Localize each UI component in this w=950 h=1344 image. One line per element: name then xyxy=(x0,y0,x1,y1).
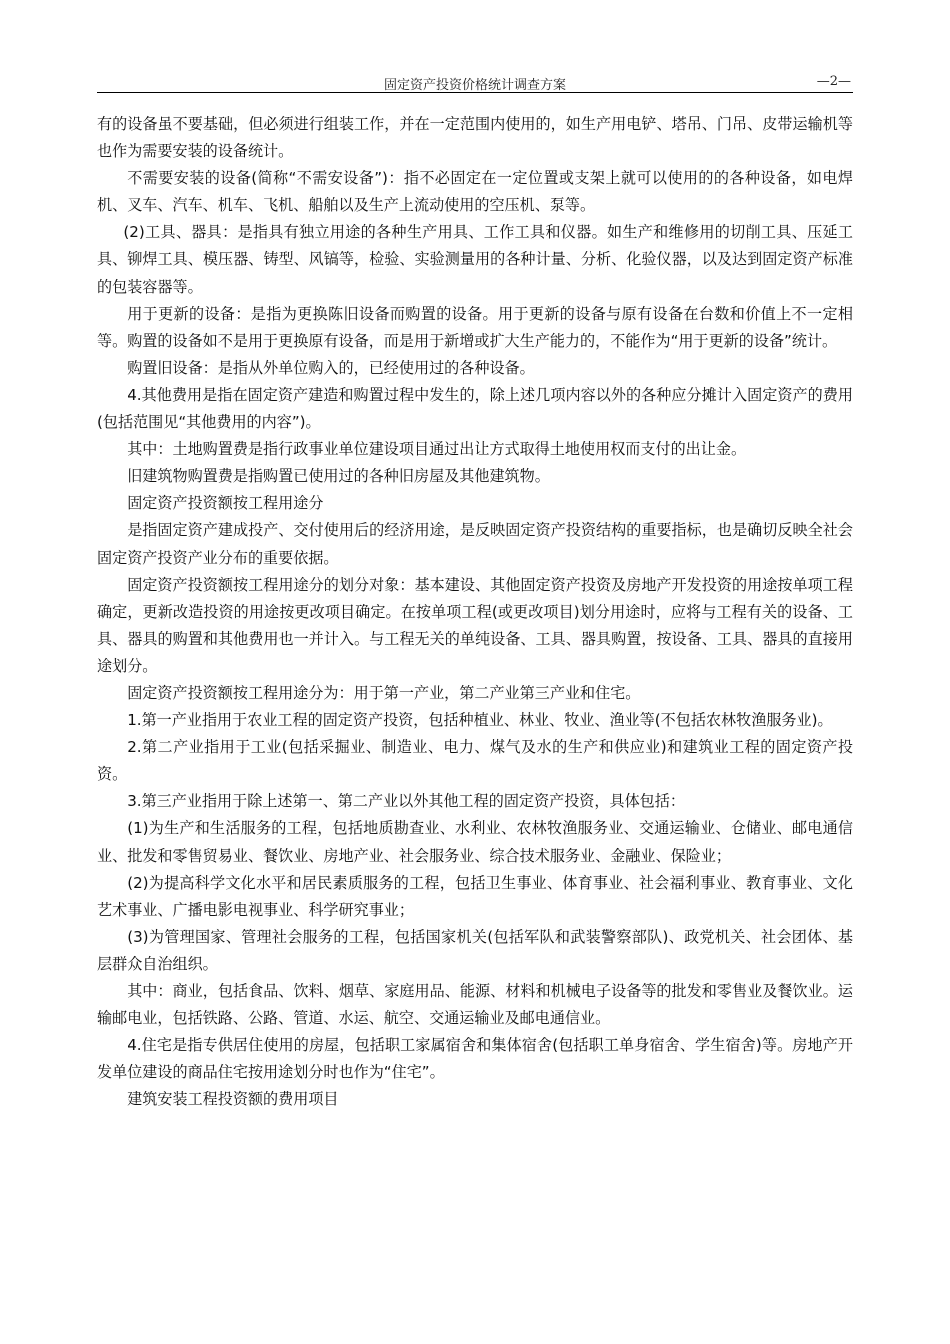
paragraph: 固定资产投资额按工程用途分为：用于第一产业，第二产业第三产业和住宅。 xyxy=(127,683,641,702)
paragraph: 有的设备虽不要基础，但必须进行组装工作，并在一定范围内使用的，如生产用电铲、塔吊、门吊、皮带运输机等也作为需要安装的设备统计。 xyxy=(97,115,853,161)
paragraph: 用于更新的设备：是指为更换陈旧设备而购置的设备。用于更新的设备与原有设备在台数和价值上不一定相等。购置的设备如不是用于更换原有设备，而是用于新增或扩大生产能力的，不能作为“用于更新的设备”统计。 xyxy=(97,304,853,350)
paragraph: 4.其他费用是指在固定资产建造和购置过程中发生的，除上述几项内容以外的各种应分摊计入固定资产的费用(包括范围见“其他费用的内容”)。 xyxy=(97,385,853,432)
paragraph: 不需要安装的设备(简称“不需安设备”)：指不必固定在一定位置或支架上就可以使用的的各种设备，如电焊机、叉车、汽车、机车、飞机、船舶以及生产上流动使用的空压机、泵等。 xyxy=(97,169,853,215)
paragraph: 2.第二产业指用于工业(包括采掘业、制造业、电力、煤气及水的生产和供应业)和建筑业工程的固定资产投资。 xyxy=(97,738,853,784)
paragraph: (3)为管理国家、管理社会服务的工程，包括国家机关(包括军队和武装警察部队)、政党机关、社会团体、基层群众自治组织。 xyxy=(97,927,853,973)
header-title: 固定资产投资价格统计调查方案 xyxy=(383,78,566,93)
document-body xyxy=(97,111,853,1113)
paragraph: 旧建筑物购置费是指购置已使用过的各种旧房屋及其他建筑物。 xyxy=(127,467,550,486)
paragraph: (1)为生产和生活服务的工程，包括地质勘查业、水利业、农林牧渔服务业、交通运输业、仓储业、邮电通信业、批发和零售贸易业、餐饮业、房地产业、社会服务业、综合技术服务业、金融业、保险业； xyxy=(97,819,853,865)
paragraph: 其中：商业，包括食品、饮料、烟草、家庭用品、能源、材料和机械电子设备等的批发和零售业及餐饮业。运输邮电业，包括铁路、公路、管道、水运、航空、交通运输业及邮电通信业。 xyxy=(97,982,853,1028)
section-heading: 固定资产投资额按工程用途分 xyxy=(127,494,324,513)
paragraph: 固定资产投资额按工程用途分的划分对象：基本建设、其他固定资产投资及房地产开发投资的用途按单项工程确定，更新改造投资的用途按更改项目确定。在按单项工程(或更改项目)划分用途时，应将与工程有关的设备、工具、器具的购置和其他费用也一并计入。与工程无关的单纯设备、工具、器具购置，按设备、工具、器具的直接用途划分。 xyxy=(97,575,853,675)
paragraph: 购置旧设备：是指从外单位购入的，已经使用过的各种设备。 xyxy=(127,358,535,377)
page-number: —2— xyxy=(816,74,851,89)
paragraph: 4.住宅是指专供居住使用的房屋，包括职工家属宿舍和集体宿舍(包括职工单身宿舍、学生宿舍)等。房地产开发单位建设的商品住宅按用途划分时也作为“住宅”。 xyxy=(97,1036,853,1082)
paragraph: 其中：土地购置费是指行政事业单位建设项目通过出让方式取得土地使用权而支付的出让金。 xyxy=(127,440,747,459)
paragraph: 是指固定资产建成投产、交付使用后的经济用途，是反映固定资产投资结构的重要指标，也是确切反映全社会固定资产投资产业分布的重要依据。 xyxy=(97,521,853,567)
paragraph: 3.第三产业指用于除上述第一、第二产业以外其他工程的固定资产投资，具体包括： xyxy=(127,792,685,811)
section-heading: 建筑安装工程投资额的费用项目 xyxy=(127,1090,339,1109)
paragraph: (2)为提高科学文化水平和居民素质服务的工程，包括卫生事业、体育事业、社会福利事业、教育事业、文化艺术事业、广播电影电视事业、科学研究事业； xyxy=(97,873,853,919)
page-header xyxy=(97,72,853,93)
paragraph: (2)工具、器具：是指具有独立用途的各种生产用具、工作工具和仪器。如生产和维修用的切削工具、压延工具、铆焊工具、模压器、铸型、风镐等，检验、实验测量用的各种计量、分析、化验仪器，以及达到固定资产标准的包装容器等。 xyxy=(97,223,853,296)
paragraph: 1.第一产业指用于农业工程的固定资产投资，包括种植业、林业、牧业、渔业等(不包括农林牧渔服务业)。 xyxy=(127,711,833,730)
